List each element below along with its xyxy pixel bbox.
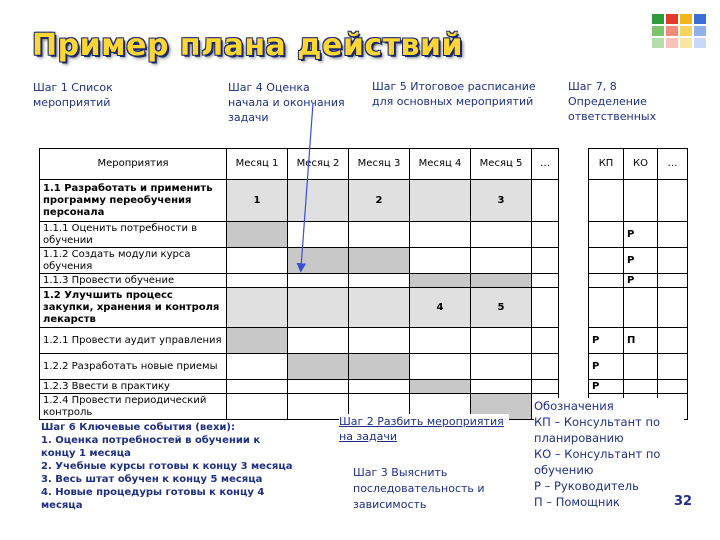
milestone-cell: 5 (471, 288, 532, 328)
header-month-3: Месяц 3 (349, 149, 410, 180)
header-kp: КП (589, 149, 624, 180)
step-2-note: Шаг 2 Разбить мероприятия на задачи (339, 414, 509, 444)
milestone-item: 2. Учебные курсы готовы к концу 3 месяца (41, 461, 293, 472)
step-7-8-note: Шаг 7, 8 Определение ответственных (568, 80, 657, 123)
legend-item: КО – Консультант по обучению (534, 447, 661, 477)
header-month-2: Месяц 2 (288, 149, 349, 180)
header-more-2: … (658, 149, 688, 180)
header-month-4: Месяц 4 (410, 149, 471, 180)
legend (534, 398, 684, 510)
step-3-note: Шаг 3 Выяснить последовательность и зависимость (353, 466, 485, 511)
legend-title: Обозначения (534, 399, 614, 413)
header-month-5: Месяц 5 (471, 149, 532, 180)
kp-cell: Р (589, 328, 624, 354)
activity-label: 1.2.2 Разработать новые приемы (40, 354, 227, 380)
milestones-block (41, 421, 296, 512)
ko-cell: Р (624, 248, 658, 274)
milestone-item: 3. Весь штат обучен к концу 5 месяца (41, 474, 263, 485)
milestone-cell: 3 (471, 180, 532, 222)
legend-item: П – Помощник (534, 495, 620, 509)
milestone-cell: 1 (227, 180, 288, 222)
milestone-cell: 4 (410, 288, 471, 328)
header-ko: КО (624, 149, 658, 180)
header-more: … (532, 149, 559, 180)
activity-label: 1.2 Улучшить процесс закупки, хранения и контроля лекарств (40, 288, 227, 328)
legend-item: КП – Консультант по планированию (534, 415, 661, 445)
ko-cell: Р (624, 222, 658, 248)
header-month-1: Месяц 1 (227, 149, 288, 180)
header-activities: Мероприятия (40, 149, 227, 180)
legend-item: Р – Руководитель (534, 479, 639, 493)
step-5-note: Шаг 5 Итоговое расписание для основных мероприятий (372, 80, 536, 108)
kp-cell: Р (589, 354, 624, 380)
activity-label: 1.1.3 Провести обучение (40, 274, 227, 288)
activity-label: 1.2.4 Провести периодический контроль (40, 394, 227, 420)
step-1-note: Шаг 1 Список мероприятий (33, 81, 113, 109)
activity-label: 1.2.3 Ввести в практику (40, 380, 227, 394)
ko-cell: Р (624, 274, 658, 288)
page-number: 32 (674, 494, 693, 509)
activity-label: 1.1.1 Оценить потребности в обучении (40, 222, 227, 248)
milestone-item: 4. Новые процедуры готовы к концу 4 месяца (41, 487, 265, 511)
activity-label: 1.1 Разработать и применить программу переобучения персонала (40, 180, 227, 222)
milestones-title: Шаг 6 Ключевые события (вехи): (41, 422, 235, 433)
kp-cell: Р (589, 380, 624, 394)
step-4-note: Шаг 4 Оценка начала и окончания задачи (228, 81, 345, 124)
milestone-cell: 2 (349, 180, 410, 222)
page-title: Пример плана действий (32, 28, 464, 63)
milestone-item: 1. Оценка потребностей в обучении к концу 1 месяца (41, 435, 261, 459)
ko-cell: П (624, 328, 658, 354)
activity-label: 1.1.2 Создать модули курса обучения (40, 248, 227, 274)
activity-label: 1.2.1 Провести аудит управления (40, 328, 227, 354)
